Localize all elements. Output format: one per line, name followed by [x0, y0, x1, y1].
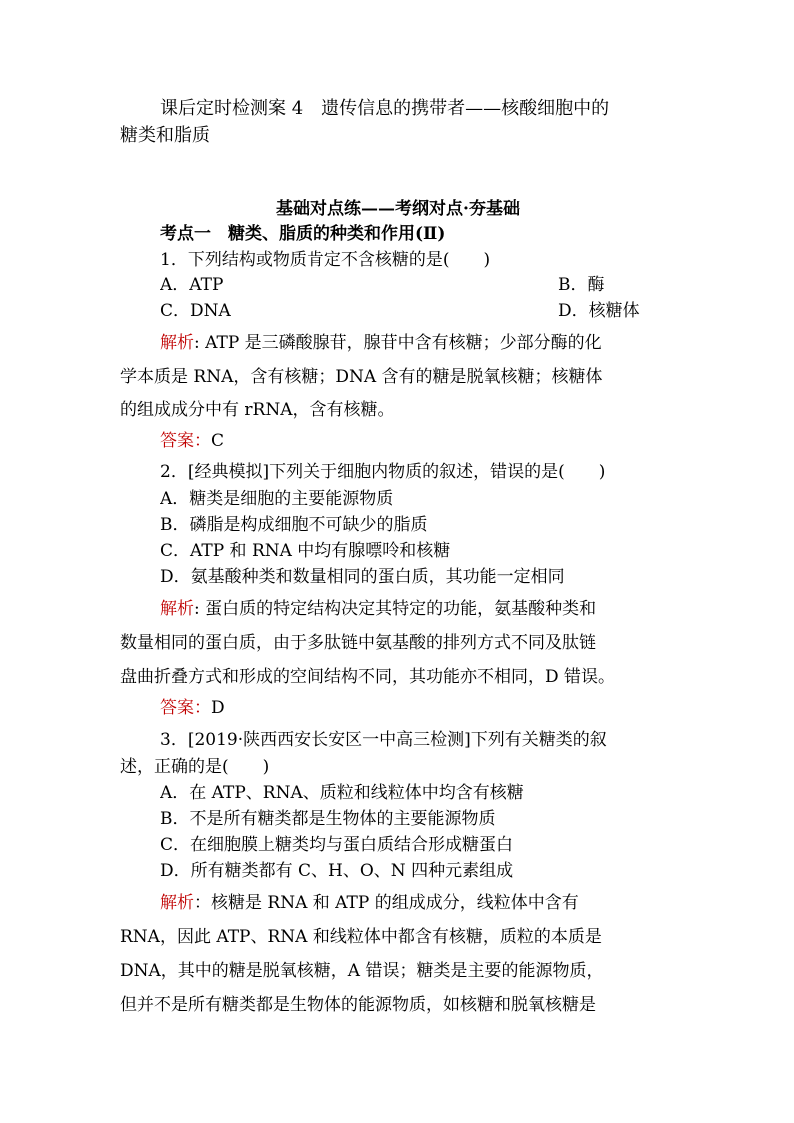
q3-analysis-label: 解析: [160, 893, 194, 913]
q1-option-d: D．核糖体: [558, 301, 640, 321]
q1-analysis-text1: : ATP 是三磷酸腺苷，腺苷中含有核糖；少部分酶的化: [194, 333, 602, 353]
q2-answer-value: D: [211, 698, 225, 718]
q1-options-row2: [160, 300, 676, 322]
q2-analysis-line3: 盘曲折叠方式和形成的空间结构不同，其功能亦不相同，D 错误。: [120, 667, 616, 687]
q1-stem: 1．下列结构或物质肯定不含核糖的是( ): [160, 250, 491, 270]
q1-answer: [160, 430, 676, 452]
q1-analysis-line3: 的组成成分中有 rRNA，含有核糖。: [120, 400, 395, 420]
q1-option-a: A．ATP: [160, 275, 224, 295]
q1-answer-value: C: [211, 431, 225, 451]
q3-option-d: D．所有糖类都有 C、H、O、N 四种元素组成: [160, 861, 514, 881]
section-heading: 基础对点练——考纲对点·夯基础: [276, 199, 520, 219]
q3-stem-line1: 3．[2019·陕西西安长安区一中高三检测]下列有关糖类的叙: [160, 730, 607, 750]
q3-option-a: A．在 ATP、RNA、质粒和线粒体中均含有核糖: [160, 783, 524, 803]
q2-option-a: A．糖类是细胞的主要能源物质: [160, 489, 394, 509]
q2-option-d: D．氨基酸种类和数量相同的蛋白质，其功能一定相同: [160, 567, 565, 587]
page-title-line2: 糖类和脂质: [120, 125, 210, 146]
q2-answer-label: 答案：: [160, 698, 211, 718]
q1-option-b: B．酶: [558, 275, 605, 295]
q1-options-row1: [160, 274, 676, 296]
q3-stem-line2: 述，正确的是( ): [120, 757, 270, 777]
q1-option-c: C．DNA: [160, 301, 231, 321]
q2-option-c: C．ATP 和 RNA 中均有腺嘌呤和核糖: [160, 541, 451, 561]
q3-analysis-line2: RNA，因此 ATP、RNA 和线粒体中都含有核糖，质粒的本质是: [120, 927, 602, 947]
q3-analysis-line1: [160, 892, 676, 914]
q3-option-b: B．不是所有糖类都是生物体的主要能源物质: [160, 809, 496, 829]
q3-option-c: C．在细胞膜上糖类均与蛋白质结合形成糖蛋白: [160, 835, 514, 855]
q3-analysis-line4: 但并不是所有糖类都是生物体的能源物质，如核糖和脱氧核糖是: [120, 995, 596, 1015]
topic-heading: 考点一 糖类、脂质的种类和作用(Ⅱ): [160, 224, 446, 244]
q2-stem: 2．[经典模拟]下列关于细胞内物质的叙述，错误的是( ): [160, 462, 606, 482]
q3-analysis-text1: ：核糖是 RNA 和 ATP 的组成成分，线粒体中含有: [194, 893, 579, 913]
q1-answer-label: 答案：: [160, 431, 211, 451]
q2-analysis-line2: 数量相同的蛋白质，由于多肽链中氨基酸的排列方式不同及肽链: [120, 633, 596, 653]
q3-analysis-line3: DNA，其中的糖是脱氧核糖，A 错误；糖类是主要的能源物质，: [120, 961, 604, 981]
q2-answer: [160, 697, 676, 719]
q2-analysis-line1: [160, 598, 676, 620]
q1-analysis-line2: 学本质是 RNA，含有核糖；DNA 含有的糖是脱氧核糖；核糖体: [120, 367, 603, 387]
q2-analysis-label: 解析: [160, 599, 194, 619]
q2-option-b: B．磷脂是构成细胞不可缺少的脂质: [160, 515, 428, 535]
q2-analysis-text1: : 蛋白质的特定结构决定其特定的功能，氨基酸种类和: [194, 599, 597, 619]
q1-analysis-label: 解析: [160, 333, 194, 353]
page-title-line1: 课后定时检测案 4 遗传信息的携带者——核酸细胞中的: [160, 98, 610, 119]
q1-analysis-line1: [160, 332, 676, 354]
